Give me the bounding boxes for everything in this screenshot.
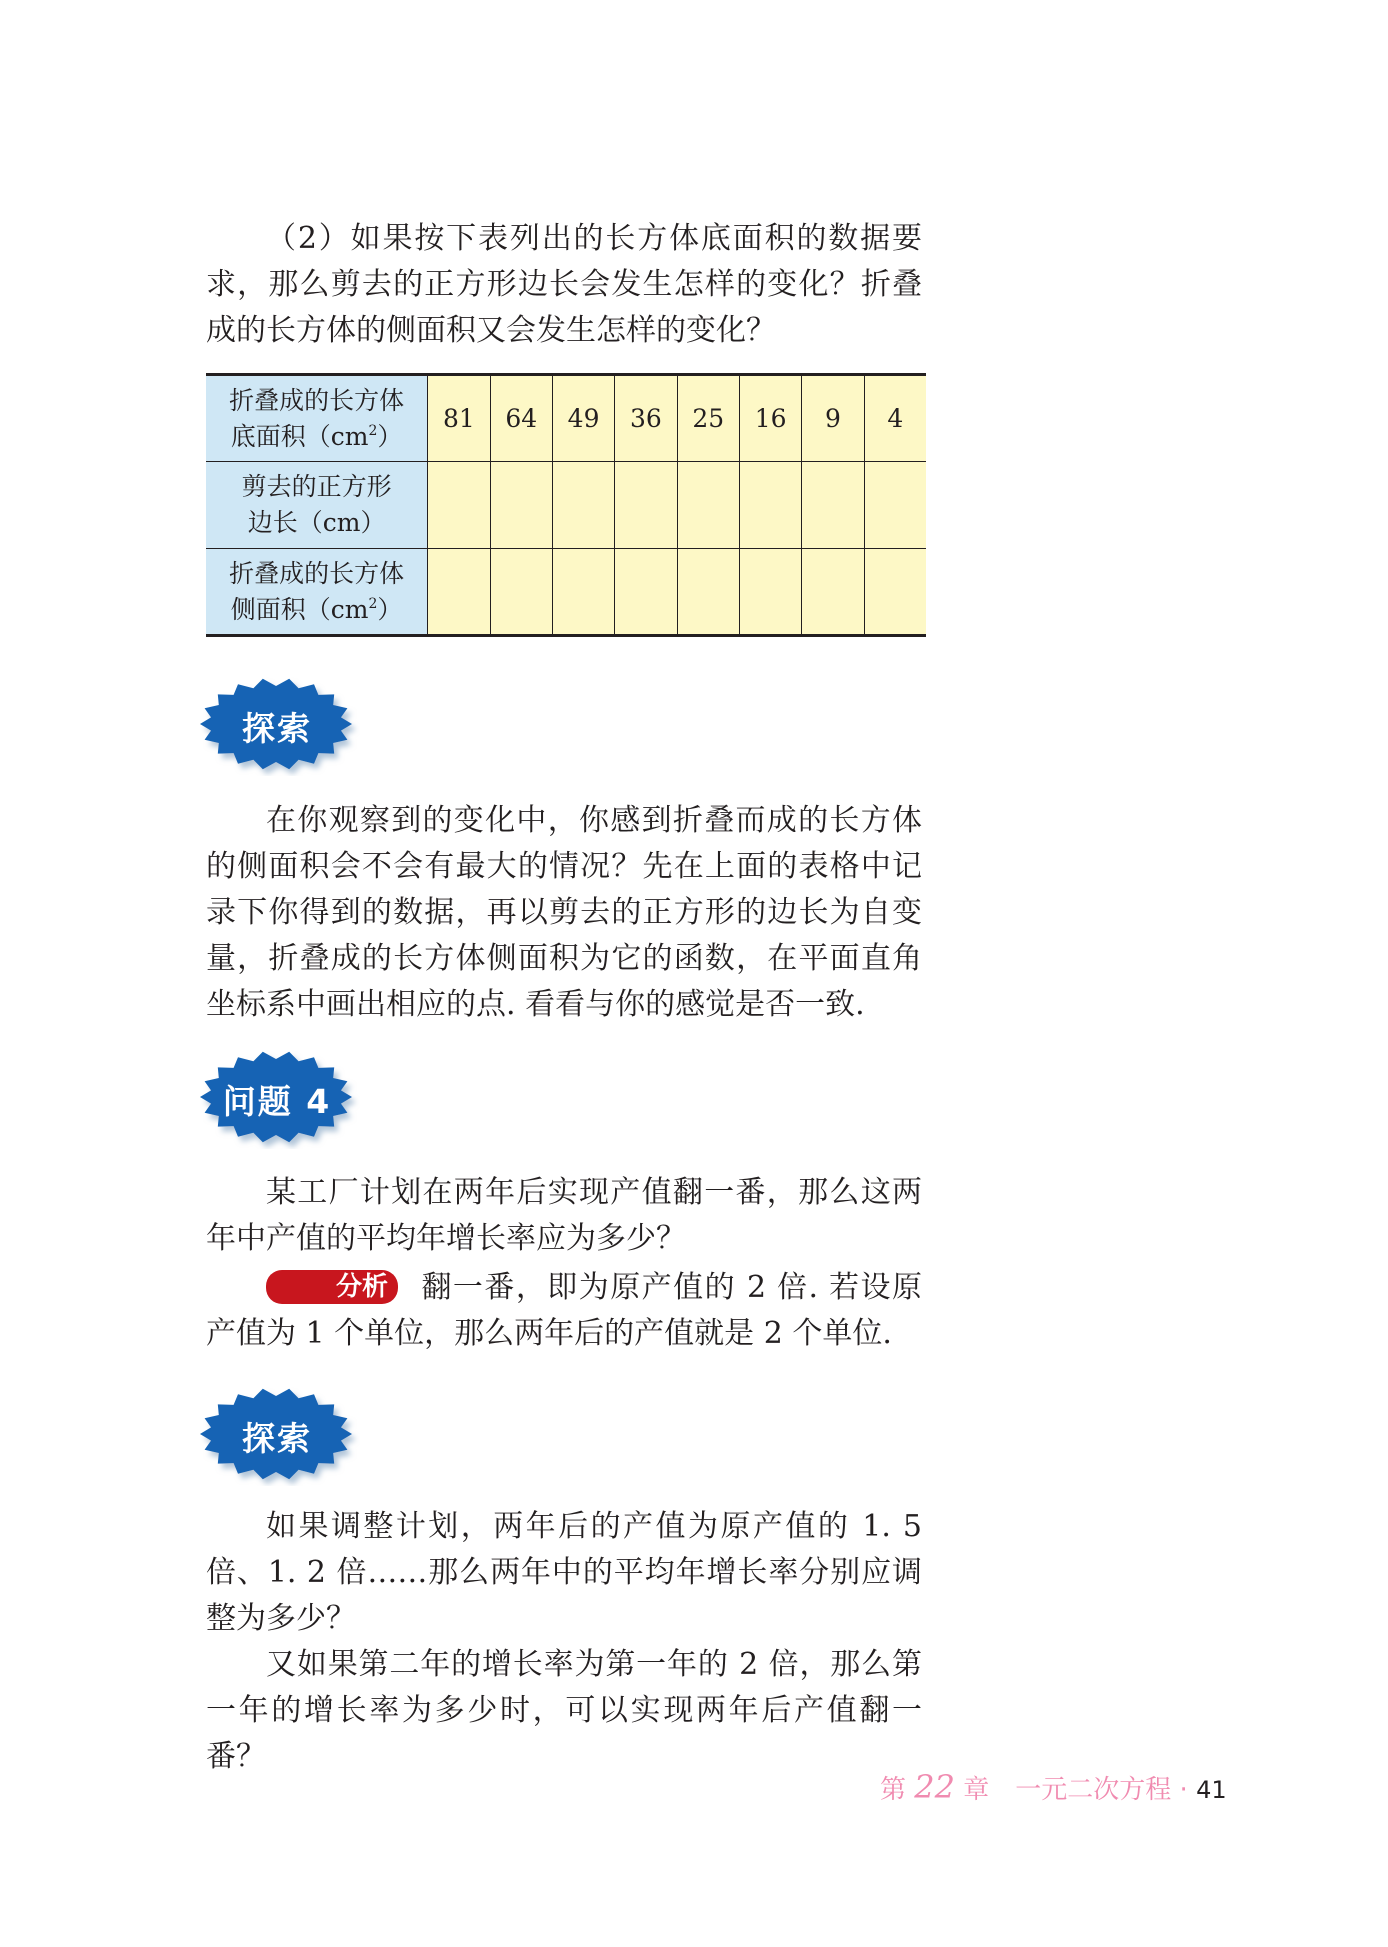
table-cell: 36 [615, 375, 677, 462]
empty-cell[interactable] [552, 549, 614, 636]
page-footer [880, 1768, 1227, 1806]
problem4-paragraph: 某工厂计划在两年后实现产值翻一番，那么这两年中产值的平均年增长率应为多少？ [206, 1175, 922, 1256]
table-row-side-area [206, 549, 926, 636]
table-cell: 25 [677, 375, 739, 462]
table-cell: 4 [864, 375, 926, 462]
empty-cell[interactable] [864, 549, 926, 636]
empty-cell[interactable] [802, 462, 864, 549]
explore2-paragraph2: 又如果第二年的增长率为第一年的 2 倍，那么第一年的增长率为多少时，可以实现两年后产值翻一番？ [206, 1647, 922, 1774]
empty-cell[interactable] [552, 462, 614, 549]
table-row-side-length [206, 462, 926, 549]
part2-paragraph: （2）如果按下表列出的长方体底面积的数据要求，那么剪去的正方形边长会发生怎样的变化？折叠成的长方体的侧面积又会发生怎样的变化？ [206, 221, 922, 348]
explore-badge [200, 1386, 360, 1486]
table-cell: 16 [739, 375, 801, 462]
empty-cell[interactable] [490, 462, 552, 549]
analysis-text: 翻一番，即为原产值的 2 倍. 若设原产值为 1 个单位，那么两年后的产值就是 2 个单位. [206, 1270, 922, 1351]
data-table [206, 373, 926, 637]
empty-cell[interactable] [739, 549, 801, 636]
analysis-tag: 分析 [266, 1270, 398, 1304]
table-cell: 9 [802, 375, 864, 462]
row-header-base-area: 折叠成的长方体 底面积$(cm^2)$ [206, 375, 428, 462]
table-cell: 81 [428, 375, 490, 462]
empty-cell[interactable] [428, 549, 490, 636]
empty-cell[interactable] [739, 462, 801, 549]
page-number: 41 [1196, 1776, 1227, 1804]
explore2-paragraph1: 如果调整计划，两年后的产值为原产值的 1. 5 倍、1. 2 倍……那么两年中的平均年增长率分别应调整为多少？ [206, 1509, 922, 1636]
table-cell: 64 [490, 375, 552, 462]
explore1-paragraph: 在你观察到的变化中，你感到折叠而成的长方体的侧面积会不会有最大的情况？先在上面的表格中记录下你得到的数据，再以剪去的正方形的边长为自变量，折叠成的长方体侧面积为它的函数，在平面直角坐标系中画出相应的点. 看看与你的感觉是否一致. [206, 803, 922, 1022]
explore-badge [200, 676, 360, 776]
empty-cell[interactable] [802, 549, 864, 636]
empty-cell[interactable] [490, 549, 552, 636]
chapter-title: 章 一元二次方程 · [963, 1775, 1188, 1805]
row-header-side-length: 剪去的正方形 边长（cm） [206, 462, 428, 549]
problem-badge [200, 1049, 360, 1149]
row-header-side-area: 折叠成的长方体 侧面积$(cm^2)$ [206, 549, 428, 636]
empty-cell[interactable] [615, 462, 677, 549]
empty-cell[interactable] [864, 462, 926, 549]
badge-label: 问题 4 [222, 1081, 332, 1121]
chapter-number: 22 [914, 1768, 955, 1806]
badge-label: 探索 [242, 1418, 312, 1458]
table-row-base-area [206, 375, 926, 462]
table-cell: 49 [552, 375, 614, 462]
empty-cell[interactable] [615, 549, 677, 636]
empty-cell[interactable] [677, 462, 739, 549]
empty-cell[interactable] [428, 462, 490, 549]
chapter-prefix: 第 [880, 1775, 907, 1805]
empty-cell[interactable] [677, 549, 739, 636]
badge-label: 探索 [242, 708, 312, 748]
analysis-paragraph [206, 1265, 922, 1357]
